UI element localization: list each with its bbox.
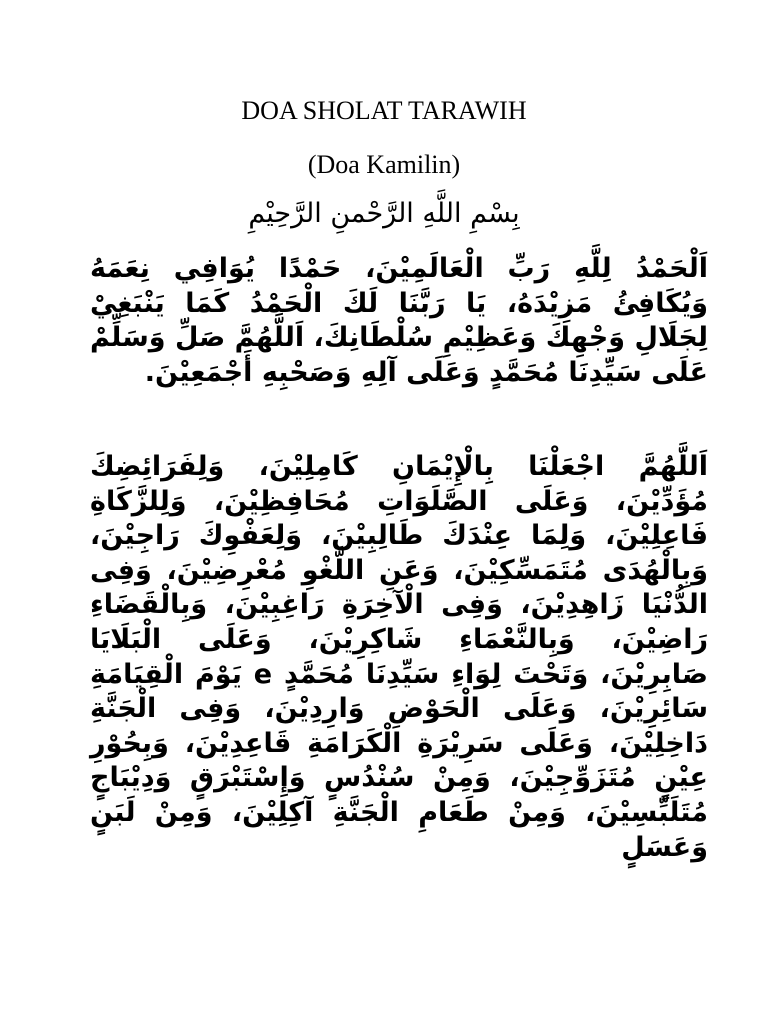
prayer-paragraph-1: اَلْحَمْدُ لِلَّهِ رَبِّ الْعَالَمِيْنَ، حَمْدًا يُوَافِي نِعَمَهُ وَيُكَافِئُ مَزِيْدَهُ، يَا رَبَّنَا لَكَ الْحَمْدُ كَمَا يَنْبَغِيْ لِجَلَالِ وَجْهِكَ وَعَظِيْمِ سُلْطَانِكَ، اَللَّهُمَّ صَلِّ وَسَلِّمْ عَلَى سَيِّدِنَا مُحَمَّدٍ وَعَلَى آلِهِ وَصَحْبِهِ أَجْمَعِيْنَ.: [90, 253, 708, 388]
prayer-paragraph-2: اَللَّهُمَّ اجْعَلْنَا بِالْإِيْمَانِ كَامِلِيْنَ، وَلِفَرَائِضِكَ مُؤَدِّيْنَ، وَعَلَى الصَّلَوَاتِ مُحَافِظِيْنَ، وَلِلزَّكَاةِ فَاعِلِيْنَ، وَلِمَا عِنْدَكَ طَالِبِيْنَ، وَلِعَفْوِكَ رَاجِيْنَ، وَبِالْهُدَى مُتَمَسِّكِيْنَ، وَعَنِ اللَّغْوِ مُعْرِضِيْنَ، وَفِى الدُّنْيَا زَاهِدِيْنَ، وَفِى الْآخِرَةِ رَاغِبِيْنَ، وَبِالْقَضَاءِ رَاضِيْنَ، وَبِالنَّعْمَاءِ شَاكِرِيْنَ، وَعَلَى الْبَلَايَا صَابِرِيْنَ، وَتَحْتَ لِوَاءِ سَيِّدِنَا مُحَمَّدٍ e يَوْمَ الْقِيَامَةِ سَائِرِيْنَ، وَعَلَى الْحَوْضِ وَارِدِيْنَ، وَفِى الْجَنَّةِ دَاخِلِيْنَ، وَعَلَى سَرِيْرَةِ الْكَرَامَةِ قَاعِدِيْنَ، وَبِحُوْرِ عِيْنٍ مُتَزَوِّجِيْنَ، وَمِنْ سُنْدُسٍ وَإِسْتَبْرَقٍ وَدِيْبَاجٍ مُتَلَبِّسِيْنَ، وَمِنْ طَعَامِ الْجَنَّةِ آكِلِيْنَ، وَمِنْ لَبَنٍ وَعَسَلٍ: [90, 451, 709, 863]
document-subtitle: (Doa Kamilin): [307, 150, 461, 179]
basmala-line: بِسْمِ اللَّهِ الرَّحْمنِ الرَّحِيْمِ: [248, 198, 520, 229]
document-title: DOA SHOLAT TARAWIH: [241, 96, 527, 125]
